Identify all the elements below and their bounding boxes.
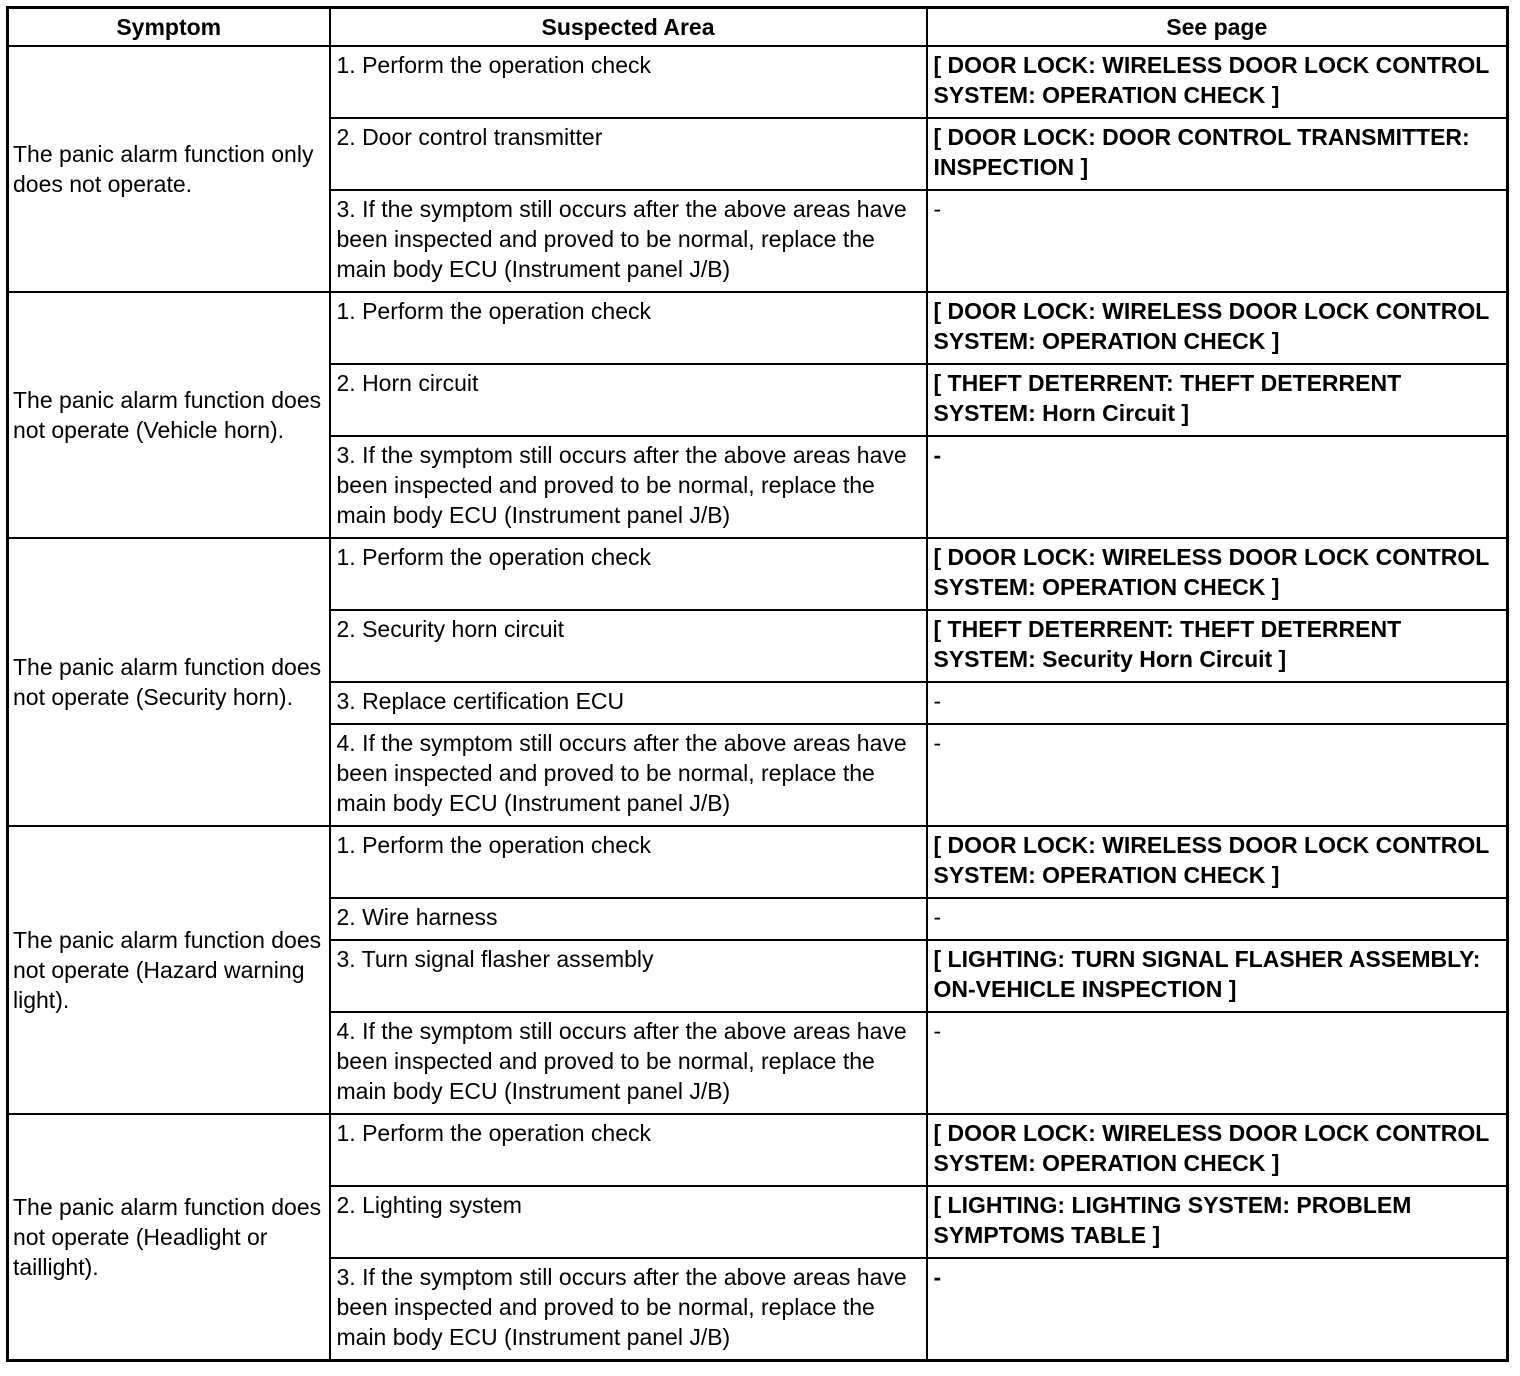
see-page-cell: - [927,190,1508,292]
suspected-area-cell: 2. Security horn circuit [330,610,927,682]
see-page-cell: [ DOOR LOCK: DOOR CONTROL TRANSMITTER: INSPECTION ] [927,118,1508,190]
problem-symptoms-table [6,6,1509,1362]
see-page-cell: [ DOOR LOCK: WIRELESS DOOR LOCK CONTROL SYSTEM: OPERATION CHECK ] [927,1114,1508,1186]
table-row [8,538,1508,610]
suspected-area-cell: 1. Perform the operation check [330,1114,927,1186]
suspected-area-cell: 1. Perform the operation check [330,292,927,364]
header-row [8,8,1508,47]
see-page-cell: [ DOOR LOCK: WIRELESS DOOR LOCK CONTROL SYSTEM: OPERATION CHECK ] [927,292,1508,364]
see-page-cell: [ DOOR LOCK: WIRELESS DOOR LOCK CONTROL SYSTEM: OPERATION CHECK ] [927,826,1508,898]
see-page-cell: [ LIGHTING: LIGHTING SYSTEM: PROBLEM SYMPTOMS TABLE ] [927,1186,1508,1258]
see-page-cell: [ LIGHTING: TURN SIGNAL FLASHER ASSEMBLY: ON-VEHICLE INSPECTION ] [927,940,1508,1012]
table-row [8,1114,1508,1186]
suspected-area-cell: 2. Lighting system [330,1186,927,1258]
see-page-cell: [ THEFT DETERRENT: THEFT DETERRENT SYSTEM: Horn Circuit ] [927,364,1508,436]
table-row [8,826,1508,898]
see-page-cell: [ THEFT DETERRENT: THEFT DETERRENT SYSTEM: Security Horn Circuit ] [927,610,1508,682]
header-see-page: See page [927,8,1508,47]
header-suspected-area: Suspected Area [330,8,927,47]
symptom-cell: The panic alarm function only does not operate. [8,46,330,292]
suspected-area-cell: 3. If the symptom still occurs after the above areas have been inspected and proved to be normal, replace the main body ECU (Instrument panel J/B) [330,1258,927,1360]
suspected-area-cell: 4. If the symptom still occurs after the above areas have been inspected and proved to be normal, replace the main body ECU (Instrument panel J/B) [330,724,927,826]
see-page-cell: - [927,682,1508,724]
suspected-area-cell: 2. Door control transmitter [330,118,927,190]
symptom-cell: The panic alarm function does not operate (Security horn). [8,538,330,826]
suspected-area-cell: 3. Replace certification ECU [330,682,927,724]
suspected-area-cell: 1. Perform the operation check [330,46,927,118]
symptom-cell: The panic alarm function does not operate (Headlight or taillight). [8,1114,330,1360]
see-page-cell: - [927,898,1508,940]
suspected-area-cell: 3. If the symptom still occurs after the above areas have been inspected and proved to be normal, replace the main body ECU (Instrument panel J/B) [330,436,927,538]
see-page-cell: - [927,436,1508,538]
see-page-cell: [ DOOR LOCK: WIRELESS DOOR LOCK CONTROL SYSTEM: OPERATION CHECK ] [927,46,1508,118]
suspected-area-cell: 2. Wire harness [330,898,927,940]
suspected-area-cell: 3. Turn signal flasher assembly [330,940,927,1012]
suspected-area-cell: 3. If the symptom still occurs after the above areas have been inspected and proved to be normal, replace the main body ECU (Instrument panel J/B) [330,190,927,292]
symptom-cell: The panic alarm function does not operate (Hazard warning light). [8,826,330,1114]
table-row [8,292,1508,364]
see-page-cell: - [927,1012,1508,1114]
see-page-cell: - [927,724,1508,826]
header-symptom: Symptom [8,8,330,47]
suspected-area-cell: 4. If the symptom still occurs after the above areas have been inspected and proved to be normal, replace the main body ECU (Instrument panel J/B) [330,1012,927,1114]
suspected-area-cell: 1. Perform the operation check [330,826,927,898]
suspected-area-cell: 2. Horn circuit [330,364,927,436]
suspected-area-cell: 1. Perform the operation check [330,538,927,610]
table-row [8,46,1508,118]
see-page-cell: [ DOOR LOCK: WIRELESS DOOR LOCK CONTROL SYSTEM: OPERATION CHECK ] [927,538,1508,610]
symptom-cell: The panic alarm function does not operate (Vehicle horn). [8,292,330,538]
see-page-cell: - [927,1258,1508,1360]
